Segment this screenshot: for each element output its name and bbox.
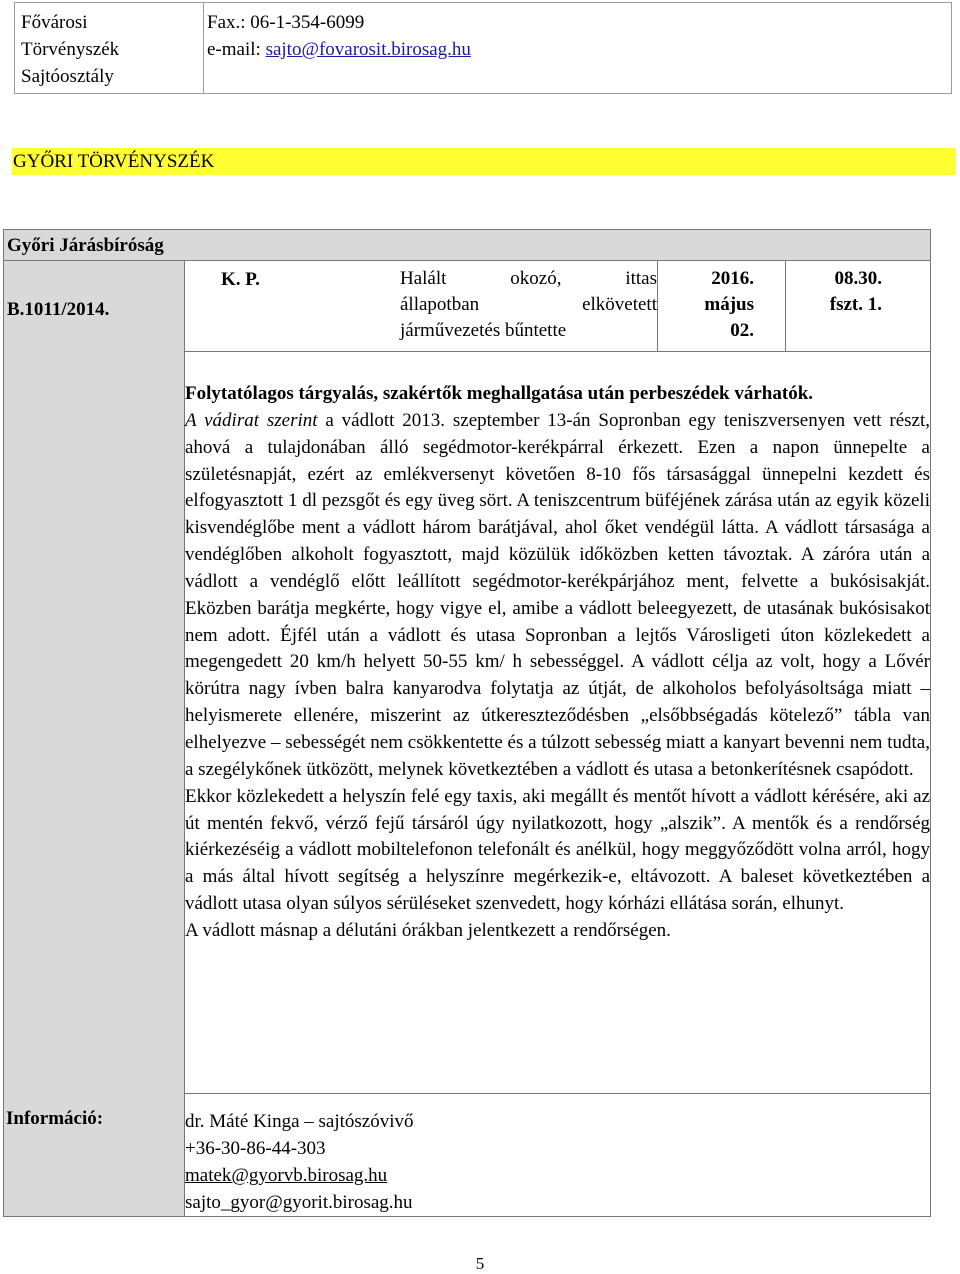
office-contact — [207, 9, 471, 63]
fax-number: Fax.: 06-1-354-6099 — [207, 12, 365, 33]
hearing-time-room — [786, 266, 882, 318]
email-prefix: e-mail: — [207, 39, 266, 60]
charge-line-3: járművezetés bűntette — [400, 320, 567, 341]
defendant-initials: K. P. — [221, 269, 260, 290]
indictment-text-1: a vádlott 2013. szeptember 13-án Sopronban egy teniszversenyen vett részt, ahová a tulajdonában álló segédmotor-kerékpárral érkezett. Ezen a napon ünnepelte a születésnapját, ezért az emlékversenyt követően 8-10 fős társasággal ünnepelni kezdett és elfogyasztott 1 dl pezsgőt és egy üveg sört. A teniszcentrum büféjének zárása után az egyik közeli kisvendéglőbe ment a vádlott három barátjával, ahol őket vendégül látta. A vádlott társasága a vendéglőben alkoholt fogyasztott, majd közülük időközben ketten távoztak. A záróra után a vádlott a vendéglő előtt leállított segédmotor-kerékpárjához ment, felvette a bukósisakját. Eközben barátja megkérte, hogy vigye el, amibe a vádlott beleegyezett, de utasának bukósisakot nem adott. Éjfél után a vádlott és utasa Sopronban a lejtős Városligeti úton közlekedett a megengedett 20 km/h helyett 50-55 km/ h sebességgel. A vádlott célja az volt, hogy a Lővér körútra nagy ívben balra kanyarodva folytatja az útját, de alkoholos befolyásoltsága miatt – helyismerete ellenére, miszerint az útkereszteződésben „elsőbbségadás kötelező” tábla van elhelyezve – sebességét nem csökkentette és a túlzott sebesség miatt a kanyart bevenni nem tudta, a szegélykőnek ütközött, melynek következtében a vádlott és utasa a betonkerítésnek csapódott. — [185, 409, 930, 780]
press-email: sajto_gyor@gyorit.birosag.hu — [185, 1192, 413, 1213]
charge-line-1: Halált okozó, ittas — [400, 268, 657, 289]
court-banner: GYŐRI TÖRVÉNYSZÉK — [12, 148, 956, 175]
court-name: Győri Járásbíróság — [7, 235, 164, 256]
date-line-2: május — [704, 294, 754, 315]
header-divider — [203, 3, 204, 93]
charge-description — [400, 266, 657, 344]
office-name-line-1: Fővárosi — [21, 12, 88, 33]
row-divider-middle — [184, 351, 930, 352]
indictment-paragraph-1 — [185, 408, 930, 784]
hearing-date — [658, 266, 754, 344]
indictment-intro: A vádirat szerint — [185, 409, 318, 431]
spokesperson-contact — [185, 1108, 414, 1216]
case-summary — [185, 381, 930, 945]
email-link[interactable]: sajto@fovarosit.birosag.hu — [265, 39, 471, 60]
hearing-time: 08.30. — [834, 268, 882, 289]
office-name-line-2: Törvényszék — [21, 39, 120, 60]
spokesperson-email-link[interactable]: matek@gyorvb.birosag.hu — [185, 1165, 388, 1186]
hearing-lead: Folytatólagos tárgyalás, szakértők meghallgatása után perbeszédek várhatók. — [185, 383, 814, 404]
page-number: 5 — [475, 1254, 485, 1273]
information-label: Információ: — [6, 1108, 104, 1129]
indictment-paragraph-3: A vádlott másnap a délutáni órákban jelentkezett a rendőrségen. — [185, 919, 671, 941]
spokesperson-phone: +36-30-86-44-303 — [185, 1138, 326, 1159]
indictment-paragraph-2: Ekkor közlekedett a helyszín felé egy taxis, aki megállt és mentőt hívott a vádlott kérésére, aki az út mentén fekvő, vérző fejű társáról úgy nyilatkozott, hogy „alszik”. A mentők és a rendőrség kiérkezéséig a vádlott mobiltelefonon telefonált és anélkül, hogy meggyőződött volna arról, hogy a más által hívott segítség a helyszínre megérkezik-e, eltávozott. A baleset következtében a vádlott utasa olyan súlyos sérüléseket szenvedett, hogy kórházi ellátása során, elhunyt. — [185, 785, 930, 915]
row-divider-bottom — [184, 1093, 930, 1094]
charge-line-2: állapotban elkövetett — [400, 294, 657, 315]
date-line-1: 2016. — [711, 268, 754, 289]
office-name-line-3: Sajtóosztály — [21, 66, 114, 87]
office-name — [21, 9, 119, 90]
press-office-header — [14, 2, 952, 94]
case-number: B.1011/2014. — [7, 299, 110, 320]
label-column-background — [4, 261, 184, 1216]
hearing-room: fszt. 1. — [829, 294, 882, 315]
row-divider-top — [4, 260, 930, 261]
date-line-3: 02. — [730, 320, 754, 341]
spokesperson-name: dr. Máté Kinga – sajtószóvivő — [185, 1111, 414, 1132]
email-line — [207, 36, 471, 63]
